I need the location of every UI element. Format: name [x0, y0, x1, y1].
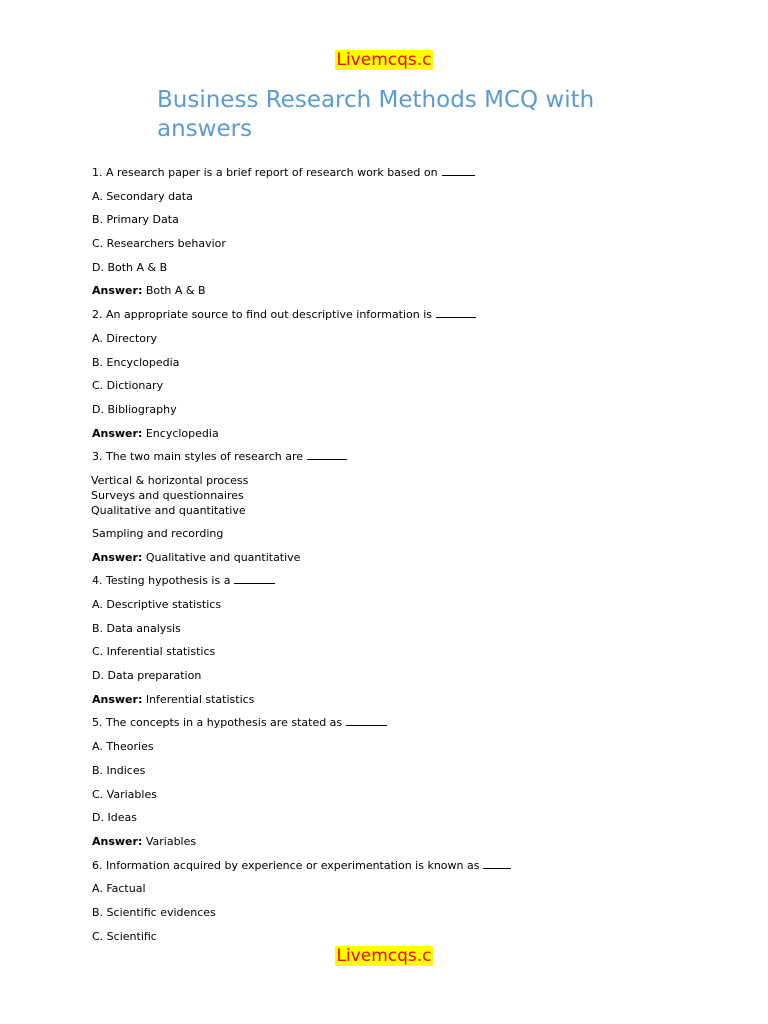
option: A. Descriptive statistics: [92, 598, 222, 611]
answer-value: Qualitative and quantitative: [145, 550, 301, 564]
option: Sampling and recording: [92, 526, 224, 540]
option: B. Data analysis: [92, 621, 181, 635]
option: A. Factual: [92, 882, 146, 896]
option: C. Scientific: [92, 929, 157, 943]
answer-label: Answer:: [92, 284, 143, 298]
answer-blank: [234, 582, 275, 584]
question-text: 4. Testing hypothesis is a: [92, 574, 692, 598]
answer-line: [92, 284, 692, 308]
option: A. Secondary data: [92, 189, 193, 203]
option: B. Indices: [92, 763, 146, 777]
answer-blank: [442, 174, 475, 176]
question-text: 2. An appropriate source to find out descriptive information is: [92, 308, 692, 332]
option: D. Bibliography: [92, 402, 177, 416]
question-block: [92, 166, 692, 308]
question-text: 5. The concepts in a hypothesis are stated as: [92, 716, 692, 740]
answer-label: Answer:: [92, 692, 143, 706]
question-block: [92, 859, 692, 954]
option: C. Researchers behavior: [92, 237, 226, 251]
option: A. Directory: [92, 331, 158, 345]
answer-value: Variables: [145, 834, 197, 848]
brand-watermark: Livemcqs.c: [336, 50, 432, 70]
option: C. Variables: [92, 787, 157, 801]
answer-value: Encyclopedia: [145, 426, 219, 440]
question-block: [92, 308, 692, 450]
answer-value: Inferential statistics: [145, 692, 255, 706]
answer-line: [92, 551, 692, 575]
answer-value: Both A & B: [145, 284, 206, 298]
answer-label: Answer:: [92, 550, 143, 564]
option: B. Scientific evidences: [92, 905, 216, 919]
answer-blank: [483, 867, 511, 869]
option: C. Inferential statistics: [92, 645, 216, 659]
answer-blank: [307, 458, 347, 460]
option: C. Dictionary: [92, 379, 164, 393]
option: A. Theories: [92, 740, 154, 754]
option: B. Encyclopedia: [92, 355, 180, 369]
option: D. Both A & B: [92, 260, 168, 274]
option: Qualitative and quantitative: [91, 503, 246, 517]
mcq-list: [92, 166, 692, 953]
answer-label: Answer:: [92, 834, 143, 848]
option: Surveys and questionnaires: [91, 488, 244, 502]
question-block: [92, 574, 692, 716]
answer-line: [92, 693, 692, 717]
question-text: 6. Information acquired by experience or experimentation is known as: [92, 859, 692, 883]
answer-blank: [346, 724, 387, 726]
option: Vertical & horizontal process: [91, 473, 249, 487]
question-block: [92, 716, 692, 858]
question-text: 1. A research paper is a brief report of research work based on: [92, 166, 692, 190]
header-brand: [0, 50, 768, 70]
option: D. Ideas: [92, 811, 137, 825]
option: D. Data preparation: [92, 669, 202, 683]
answer-line: [92, 835, 692, 859]
option: B. Primary Data: [92, 213, 179, 227]
page-title: Business Research Methods MCQ with answers: [157, 87, 595, 142]
brand-watermark: Livemcqs.c: [336, 946, 432, 966]
question-block: [92, 450, 692, 574]
answer-line: [92, 427, 692, 451]
answer-blank: [436, 316, 476, 318]
footer-brand: [0, 946, 768, 966]
question-text: 3. The two main styles of research are: [92, 450, 692, 474]
answer-label: Answer:: [92, 426, 143, 440]
